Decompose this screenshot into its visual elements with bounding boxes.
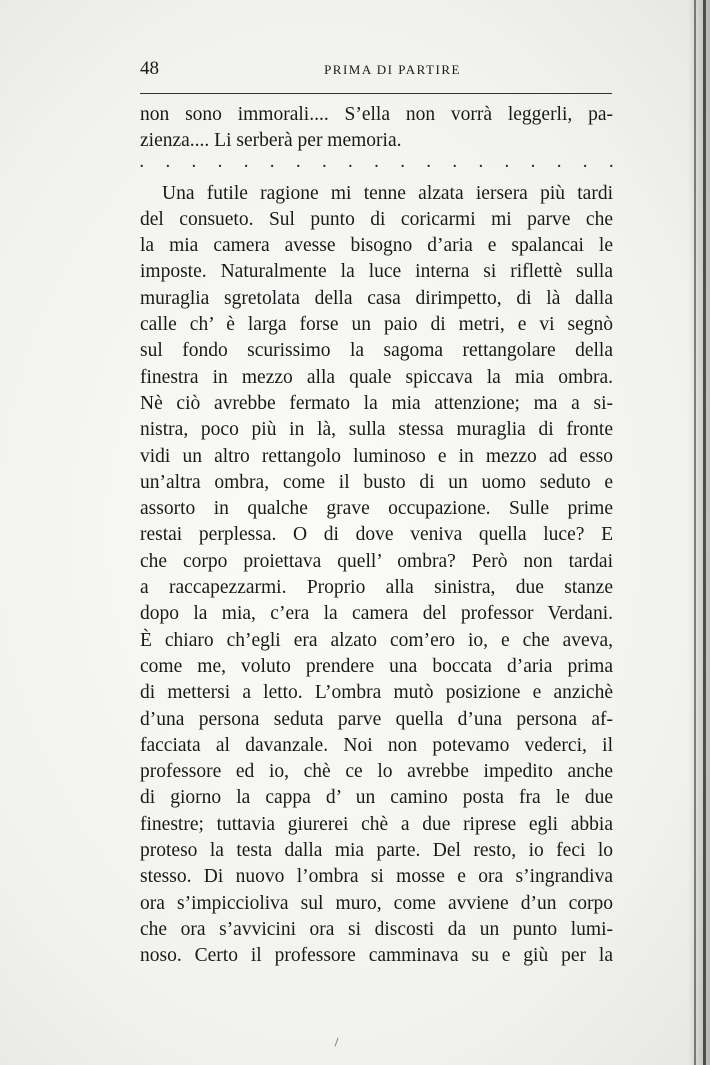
text-line: Una futile ragione mi tenne alzata iersera più tardi [162,182,613,204]
text-line: stesso. Di nuovo l’ombra si mosse e ora s’ingrandiva [140,866,613,888]
text-line: come me, voluto prendere una boccata d’aria prima [140,655,613,677]
running-title: PRIMA DI PARTIRE [324,62,461,77]
page-edge-border [703,0,706,1065]
body-text [140,102,613,970]
text-line: dopo la mia, c’era la camera del professor Verdani. [140,603,613,625]
page-number: 48 [140,58,159,79]
text-line: proteso la testa dalla mia parte. Del resto, io feci lo [140,840,613,862]
text-line: del consueto. Sul punto di coricarmi mi parve che [140,208,613,230]
text-line: non sono immorali.... S’ella non vorrà leggerli, pa- [140,104,613,125]
text-line: nistra, poco più in là, sulla stessa muraglia di fronte [140,419,613,441]
text-line: È chiaro ch’egli era alzato com’ero io, e che aveva, [140,629,613,651]
text-line: finestre; tuttavia giurerei chè a due riprese egli abbia [140,813,613,835]
text-line: un’altra ombra, come il busto di un uomo seduto e [140,471,613,493]
text-line: che ora s’avvicini ora si discosti da un punto lumi- [140,918,613,940]
text-line: ora s’impiccioliva sul muro, come avviene d’un corpo [140,892,613,914]
text-line: che corpo proiettava quell’ ombra? Però non tardai [140,550,613,572]
text-line: professore ed io, chè ce lo avrebbe impedito anche [140,761,613,783]
text-line: imposte. Naturalmente la luce interna si riflettè sulla [140,261,613,283]
text-line: assorto in qualche grave occupazione. Sulle prime [140,498,613,520]
text-line: la mia camera avesse bisogno d’aria e spalancai le [140,235,613,257]
text-line: calle ch’ è larga forse un paio di metri, e vi segnò [140,314,613,336]
text-line: restai perplessa. O di dove veniva quella luce? E [140,524,613,546]
text-line: noso. Certo il professore camminava su e giù per la [140,945,613,967]
header-rule [140,93,612,94]
page-edge-line [694,0,696,1065]
text-line: sul fondo scurissimo la sagoma rettangolare della [140,340,613,362]
text-line: d’una persona seduta parve quella d’una persona af- [140,708,613,730]
section-separator: . . . . . . . . . . . . . . . . . . . [140,155,613,171]
text-line: di mettersi a letto. L’ombra mutò posizione e anzichè [140,682,613,704]
text-line: a raccapezzarmi. Proprio alla sinistra, due stanze [140,577,613,599]
page-header [140,58,615,86]
text-line: zienza.... Li serberà per memoria. [140,130,402,152]
text-line: di giorno la cappa d’ un camino posta fra le due [140,787,613,809]
text-line: muraglia sgretolata della casa dirimpetto, di là dalla [140,287,613,309]
text-line: finestra in mezzo alla quale spiccava la mia ombra. [140,366,613,388]
text-line: vidi un altro rettangolo luminoso e in mezzo ad esso [140,445,613,467]
text-line: facciata al davanzale. Noi non potevamo vederci, il [140,734,613,756]
page-edge-shadow [688,0,710,1065]
paper-speck [335,1038,342,1048]
text-line: Nè ciò avrebbe fermato la mia attenzione; ma a si- [140,392,613,414]
